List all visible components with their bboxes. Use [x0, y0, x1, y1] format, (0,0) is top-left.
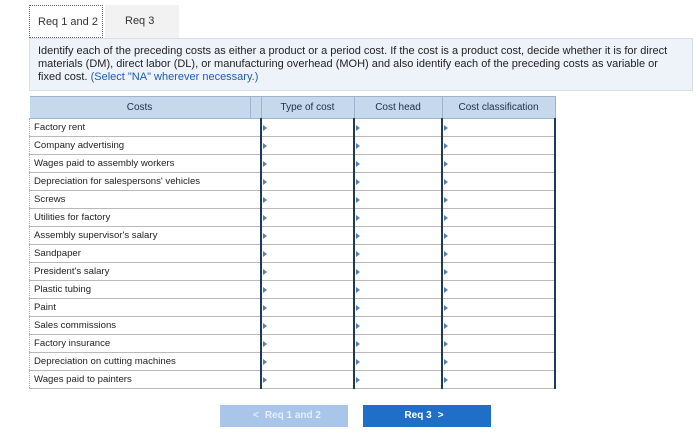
cost-head-select[interactable] — [354, 245, 442, 263]
cost-head-select[interactable] — [354, 227, 442, 245]
cost-classification-select[interactable] — [442, 119, 555, 137]
type-of-cost-select[interactable] — [261, 119, 354, 137]
dropdown-caret-icon — [356, 269, 360, 275]
dropdown-caret-icon — [444, 197, 448, 203]
dropdown-caret-icon — [356, 341, 360, 347]
cost-head-select[interactable] — [354, 371, 442, 389]
dropdown-caret-icon — [444, 341, 448, 347]
table-row — [30, 299, 556, 317]
type-of-cost-select[interactable] — [261, 263, 354, 281]
cost-head-select[interactable] — [354, 173, 442, 191]
cost-classification-select[interactable] — [442, 191, 555, 209]
table-row — [30, 263, 556, 281]
instructions-panel — [29, 38, 693, 91]
table-row — [30, 335, 556, 353]
cost-head-select[interactable] — [354, 209, 442, 227]
type-of-cost-select[interactable] — [261, 227, 354, 245]
dropdown-caret-icon — [263, 215, 267, 221]
dropdown-caret-icon — [444, 269, 448, 275]
dropdown-caret-icon — [444, 305, 448, 311]
cost-item-label: Depreciation for salespersons' vehicles — [30, 173, 251, 191]
type-of-cost-select[interactable] — [261, 317, 354, 335]
dropdown-caret-icon — [263, 233, 267, 239]
cost-classification-select[interactable] — [442, 263, 555, 281]
dropdown-caret-icon — [356, 377, 360, 383]
type-of-cost-select[interactable] — [261, 299, 354, 317]
cost-classification-select[interactable] — [442, 245, 555, 263]
dropdown-caret-icon — [356, 179, 360, 185]
table-row — [30, 353, 556, 371]
type-of-cost-select[interactable] — [261, 209, 354, 227]
table-row — [30, 281, 556, 299]
cost-item-label: President's salary — [30, 263, 251, 281]
type-of-cost-select[interactable] — [261, 245, 354, 263]
dropdown-caret-icon — [356, 359, 360, 365]
cost-item-label: Assembly supervisor's salary — [30, 227, 251, 245]
table-row — [30, 245, 556, 263]
cost-head-select[interactable] — [354, 335, 442, 353]
table-row — [30, 317, 556, 335]
cost-item-label: Paint — [30, 299, 251, 317]
cost-classification-select[interactable] — [442, 353, 555, 371]
type-of-cost-select[interactable] — [261, 173, 354, 191]
dropdown-caret-icon — [444, 251, 448, 257]
dropdown-caret-icon — [356, 233, 360, 239]
type-of-cost-select[interactable] — [261, 137, 354, 155]
dropdown-caret-icon — [263, 359, 267, 365]
cost-item-label: Company advertising — [30, 137, 251, 155]
dropdown-caret-icon — [263, 125, 267, 131]
header-type-of-cost: Type of cost — [261, 97, 354, 119]
dropdown-caret-icon — [263, 197, 267, 203]
dropdown-caret-icon — [356, 125, 360, 131]
dropdown-caret-icon — [263, 323, 267, 329]
dropdown-caret-icon — [356, 161, 360, 167]
dropdown-caret-icon — [263, 161, 267, 167]
cost-head-select[interactable] — [354, 191, 442, 209]
cost-classification-select[interactable] — [442, 227, 555, 245]
dropdown-caret-icon — [263, 377, 267, 383]
dropdown-caret-icon — [356, 323, 360, 329]
next-req-button[interactable] — [363, 405, 491, 427]
cost-classification-select[interactable] — [442, 371, 555, 389]
dropdown-caret-icon — [356, 197, 360, 203]
dropdown-caret-icon — [356, 287, 360, 293]
table-row — [30, 119, 556, 137]
dropdown-caret-icon — [356, 215, 360, 221]
dropdown-caret-icon — [263, 179, 267, 185]
instructions-text: Identify each of the preceding costs as either a product or a period cost. If the cost is a product cost, decide whether it is for direct materials (DM), direct labor (DL), or manufacturing overhead (MOH) and also identify each of the preceding costs as variable or fixed cost. — [38, 45, 668, 83]
cost-head-select[interactable] — [354, 281, 442, 299]
cost-item-label: Sandpaper — [30, 245, 251, 263]
dropdown-caret-icon — [444, 161, 448, 167]
next-req-label: Req 3 — [404, 410, 432, 421]
tab-req-3[interactable]: Req 3 — [105, 5, 179, 38]
table-row — [30, 371, 556, 389]
dropdown-caret-icon — [263, 251, 267, 257]
dropdown-caret-icon — [263, 269, 267, 275]
type-of-cost-select[interactable] — [261, 191, 354, 209]
dropdown-caret-icon — [356, 251, 360, 257]
cost-classification-select[interactable] — [442, 299, 555, 317]
cost-classification-select[interactable] — [442, 173, 555, 191]
cost-head-select[interactable] — [354, 317, 442, 335]
header-costs: Costs — [30, 97, 251, 119]
cost-item-label: Sales commissions — [30, 317, 251, 335]
cost-item-label: Plastic tubing — [30, 281, 251, 299]
table-row — [30, 191, 556, 209]
cost-head-select[interactable] — [354, 263, 442, 281]
cost-classification-select[interactable] — [442, 137, 555, 155]
dropdown-caret-icon — [263, 341, 267, 347]
type-of-cost-select[interactable] — [261, 371, 354, 389]
dropdown-caret-icon — [444, 125, 448, 131]
cost-head-select[interactable] — [354, 119, 442, 137]
cost-item-label: Utilities for factory — [30, 209, 251, 227]
dropdown-caret-icon — [444, 287, 448, 293]
table-row — [30, 137, 556, 155]
cost-head-select[interactable] — [354, 137, 442, 155]
prev-req-label: Req 1 and 2 — [264, 410, 321, 421]
dropdown-caret-icon — [444, 143, 448, 149]
dropdown-caret-icon — [444, 377, 448, 383]
cost-head-select[interactable] — [354, 155, 442, 173]
cost-item-label: Screws — [30, 191, 251, 209]
chevron-left-icon: < — [253, 410, 259, 421]
dropdown-caret-icon — [444, 233, 448, 239]
dropdown-caret-icon — [356, 143, 360, 149]
cost-classification-select[interactable] — [442, 209, 555, 227]
dropdown-caret-icon — [444, 215, 448, 221]
prev-req-button[interactable] — [220, 405, 348, 427]
cost-item-label: Factory insurance — [30, 335, 251, 353]
dropdown-caret-icon — [444, 359, 448, 365]
cost-classification-select[interactable] — [442, 317, 555, 335]
dropdown-caret-icon — [356, 305, 360, 311]
tab-req-1-and-2[interactable]: Req 1 and 2 — [29, 5, 103, 38]
header-cost-head: Cost head — [354, 97, 442, 119]
type-of-cost-select[interactable] — [261, 353, 354, 371]
dropdown-caret-icon — [263, 287, 267, 293]
cost-classification-select[interactable] — [442, 155, 555, 173]
header-cost-classification: Cost classification — [442, 97, 555, 119]
cost-classification-table — [29, 96, 556, 389]
cost-classification-select[interactable] — [442, 281, 555, 299]
type-of-cost-select[interactable] — [261, 155, 354, 173]
table-row — [30, 209, 556, 227]
cost-classification-select[interactable] — [442, 335, 555, 353]
cost-head-select[interactable] — [354, 353, 442, 371]
cost-item-label: Depreciation on cutting machines — [30, 353, 251, 371]
type-of-cost-select[interactable] — [261, 281, 354, 299]
type-of-cost-select[interactable] — [261, 335, 354, 353]
table-row — [30, 227, 556, 245]
tab-bar — [29, 5, 179, 38]
dropdown-caret-icon — [263, 305, 267, 311]
table-row — [30, 173, 556, 191]
cost-head-select[interactable] — [354, 299, 442, 317]
chevron-right-icon: > — [437, 410, 444, 421]
dropdown-caret-icon — [444, 179, 448, 185]
cost-item-label: Wages paid to painters — [30, 371, 251, 389]
cost-item-label: Wages paid to assembly workers — [30, 155, 251, 173]
cost-item-label: Factory rent — [30, 119, 251, 137]
dropdown-caret-icon — [263, 143, 267, 149]
dropdown-caret-icon — [444, 323, 448, 329]
table-row — [30, 155, 556, 173]
instructions-note: (Select "NA" wherever necessary.) — [90, 71, 259, 83]
